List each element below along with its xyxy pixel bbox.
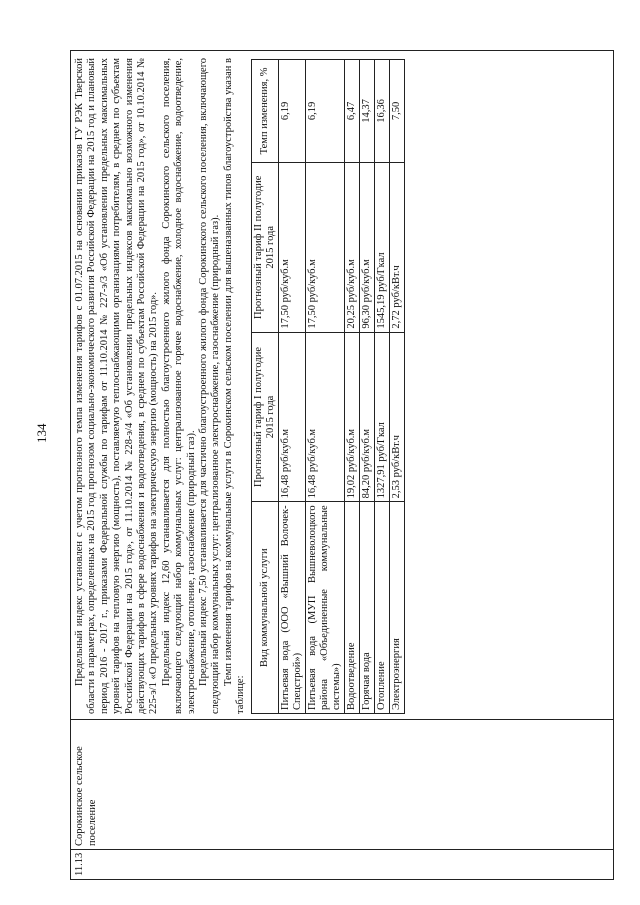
row-number: 11.13 [74,852,85,876]
paragraph-index-full: Предельный индекс 12,60 устанавливается для полностью благоустроенного жилого фонда Сорокинского сельского поселения, включающего следующий набор коммунальных услуг: централизованное горячее водоснабжение, холодное водоснабжение, водоотведение, электроснабжение, отопление, газоснабжение (природный газ). [160,58,197,714]
paragraph-table-intro: Темп изменения тарифов на коммунальные услуги в Сорокинском сельском поселении для вышеназванных типов благоустройства указан в таблице: [222,58,247,714]
table-row [305,60,344,714]
table-row [278,60,305,714]
cell-service: Водоотведение [344,502,359,714]
cell-change-rate: 6,47 [344,60,359,163]
cell-tariff-h1: 19,02 руб/куб.м [344,332,359,502]
cell-tariff-h2: 17,50 руб/куб.м [278,162,305,332]
paragraph-index-partial: Предельный индекс 7,50 устанавливается для частично благоустроенного жилого фонда Сорокинского сельского поселения, включающего следующий набор коммунальных услуг: централизованное электроснабжение, газоснабжение (природный газ). [198,58,222,714]
table-row [374,60,389,714]
paragraph-basis: Предельный индекс установлен с учетом прогнозного темпа изменения тарифов с 01.07.2015 на основании приказов ГУ РЭК Тверской области в параметрах, определенных на 2015 год прогнозом социально-экономического развития Российской Федерации на 2015 год и плановый период 2016 - 2017 г., приказами Федеральной службы по тарифам от 11.10.2014 № 227-э/3 «Об установлении предельных максимальных уровней тарифов на тепловую энергию (мощность), поставляемую теплоснабжающими организациями потребителям, в среднем по субъектам Российской Федерации на 2015 год», от 11.10.2014 № 228-э/4 «Об установлении предельных индексов максимально возможного изменения действующих тарифов в сфере водоснабжения и водоотведения, в среднем по субъектам Российской Федерации на 2015 год», от 10.10.2014 № 225-э/1 «О предельных уровнях тарифов на электрическую энергию (мощность) на 2015 год». [74,58,160,714]
cell-tariff-h1: 2,53 руб/кВт.ч [389,332,404,502]
cell-tariff-h2: 2,72 руб/кВт.ч [389,162,404,332]
cell-change-rate: 6,19 [305,60,344,163]
table-row [359,60,374,714]
cell-tariff-h1: 1327,91 руб/Гкал [374,332,389,502]
header-change-rate: Темп изменения, % [251,60,278,163]
cell-service: Электроэнергия [389,502,404,714]
cell-tariff-h1: 16,48 руб/куб.м [305,332,344,502]
row-description [74,58,405,714]
cell-tariff-h1: 16,48 руб/куб.м [278,332,305,502]
column-divider [70,849,614,850]
header-tariff-h1: Прогнозный тариф I полугодие 2015 года [251,332,278,502]
column-divider [70,719,614,720]
cell-tariff-h2: 17,50 руб/куб.м [305,162,344,332]
cell-tariff-h2: 20,25 руб/куб.м [344,162,359,332]
table-header-row [251,60,278,714]
cell-change-rate: 6,19 [278,60,305,163]
cell-service: Горячая вода [359,502,374,714]
cell-tariff-h2: 1545,19 руб/Гкал [374,162,389,332]
cell-change-rate: 7,50 [389,60,404,163]
rotated-content [70,50,614,880]
cell-tariff-h1: 84,20 руб/куб.м [359,332,374,502]
cell-change-rate: 16,36 [374,60,389,163]
cell-tariff-h2: 96,30 руб/куб.м [359,162,374,332]
cell-service: Питьевая вода (ООО «Вышний Волочек-Спецстрой») [278,502,305,714]
header-tariff-h2: Прогнозный тариф II полугодие 2015 года [251,162,278,332]
table-row [344,60,359,714]
page-number: 134 [34,423,49,443]
tariff-table [251,59,405,714]
table-row [389,60,404,714]
cell-service: Питьевая вода (МУП Вышневолоцкого района «Объединенные коммунальные системы») [305,502,344,714]
header-service: Вид коммунальной услуги [251,502,278,714]
settlement-name: Сорокинское сельское поселение [74,746,98,846]
cell-service: Отопление [374,502,389,714]
cell-change-rate: 14,37 [359,60,374,163]
